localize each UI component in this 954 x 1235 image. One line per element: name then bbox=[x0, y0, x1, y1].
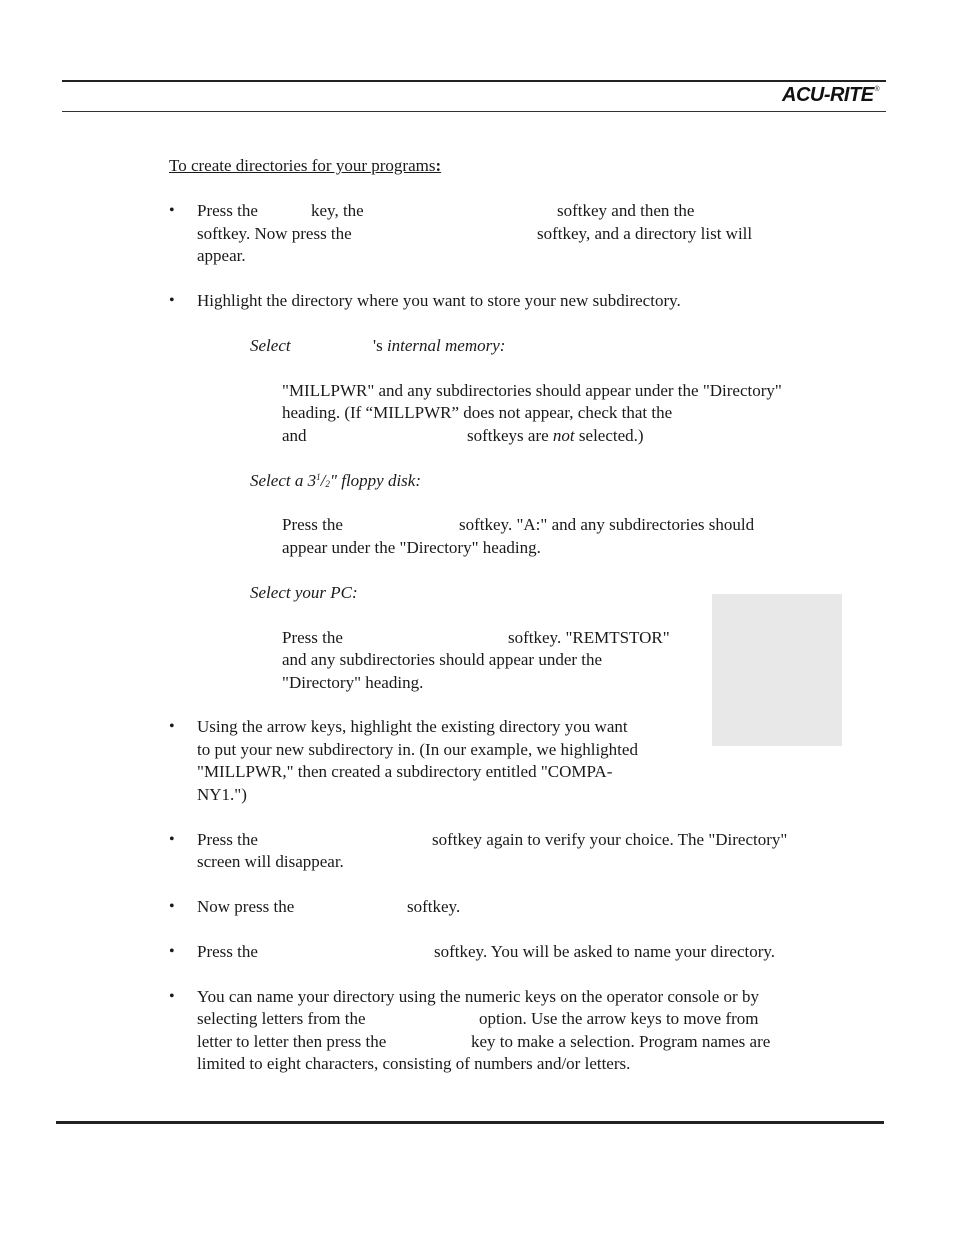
b7-text: letter to letter then press the bbox=[197, 1032, 387, 1051]
sel1-text: and bbox=[282, 426, 307, 445]
select-floppy-label: Select a $3^1/2$" floppy disk: bbox=[250, 471, 422, 490]
sel3-text: Press the bbox=[282, 628, 343, 647]
b3-text: "MILLPWR," then created a subdirectory entitled "COMPA- bbox=[197, 762, 613, 781]
header-rule-bottom bbox=[62, 111, 886, 112]
select-internal-label: 's internal memory: bbox=[373, 336, 506, 355]
b1-text: softkey, and a directory list will bbox=[537, 224, 753, 243]
b7-text: key to make a selection. Program names are bbox=[471, 1032, 771, 1051]
b7-text: option. Use the arrow keys to move from bbox=[479, 1009, 759, 1028]
bullet-3: • bbox=[169, 718, 175, 735]
b4-text: screen will disappear. bbox=[197, 852, 344, 871]
bullet-7: • bbox=[169, 988, 175, 1005]
sel2-text: Press the bbox=[282, 515, 343, 534]
sel1-text: "MILLPWR" and any subdirectories should appear under the "Directory" bbox=[282, 381, 782, 400]
sel1-text: softkeys are not selected.) bbox=[467, 426, 644, 445]
b1-text: softkey. Now press the bbox=[197, 224, 352, 243]
bullet-2: • bbox=[169, 292, 175, 309]
b4-text: softkey again to verify your choice. The "Directory" bbox=[432, 830, 788, 849]
bullet-5: • bbox=[169, 898, 175, 915]
b1-text: Press the bbox=[197, 201, 258, 220]
select-internal-label: Select bbox=[250, 336, 291, 355]
b6-text: Press the bbox=[197, 942, 258, 961]
sel3-text: "Directory" heading. bbox=[282, 673, 424, 692]
b7-text: limited to eight characters, consisting of numbers and/or letters. bbox=[197, 1054, 631, 1073]
acu-rite-logo: ACU-RITE® bbox=[782, 84, 880, 106]
sel2-text: appear under the "Directory" heading. bbox=[282, 538, 541, 557]
b5-text: Now press the bbox=[197, 897, 295, 916]
b1-text: softkey and then the bbox=[557, 201, 695, 220]
b1-text: appear. bbox=[197, 246, 246, 265]
sel3-text: softkey. "REMTSTOR" bbox=[508, 628, 670, 647]
header-rule-top bbox=[62, 80, 886, 82]
sel1-text: heading. (If “MILLPWR” does not appear, check that the bbox=[282, 403, 673, 422]
sel3-text: and any subdirectories should appear under the bbox=[282, 650, 603, 669]
footer-rule bbox=[56, 1121, 884, 1124]
b6-text: softkey. You will be asked to name your directory. bbox=[434, 942, 776, 961]
bullet-6: • bbox=[169, 943, 175, 960]
b3-text: to put your new subdirectory in. (In our example, we highlighted bbox=[197, 740, 638, 759]
b1-text: key, the bbox=[311, 201, 364, 220]
b7-text: You can name your directory using the numeric keys on the operator console or by bbox=[197, 987, 759, 1006]
bullet-1: • bbox=[169, 202, 175, 219]
bullet-4: • bbox=[169, 831, 175, 848]
b4-text: Press the bbox=[197, 830, 258, 849]
b3-text: NY1.") bbox=[197, 785, 247, 804]
b7-text: selecting letters from the bbox=[197, 1009, 366, 1028]
b5-text: softkey. bbox=[407, 897, 461, 916]
b2-text: Highlight the directory where you want to store your new subdirectory. bbox=[197, 291, 681, 310]
select-pc-label: Select your PC: bbox=[250, 583, 358, 602]
section-heading: To create directories for your programs: bbox=[169, 156, 442, 175]
b3-text: Using the arrow keys, highlight the existing directory you want bbox=[197, 717, 628, 736]
sel2-text: softkey. "A:" and any subdirectories should bbox=[459, 515, 755, 534]
figure-placeholder bbox=[712, 594, 842, 746]
